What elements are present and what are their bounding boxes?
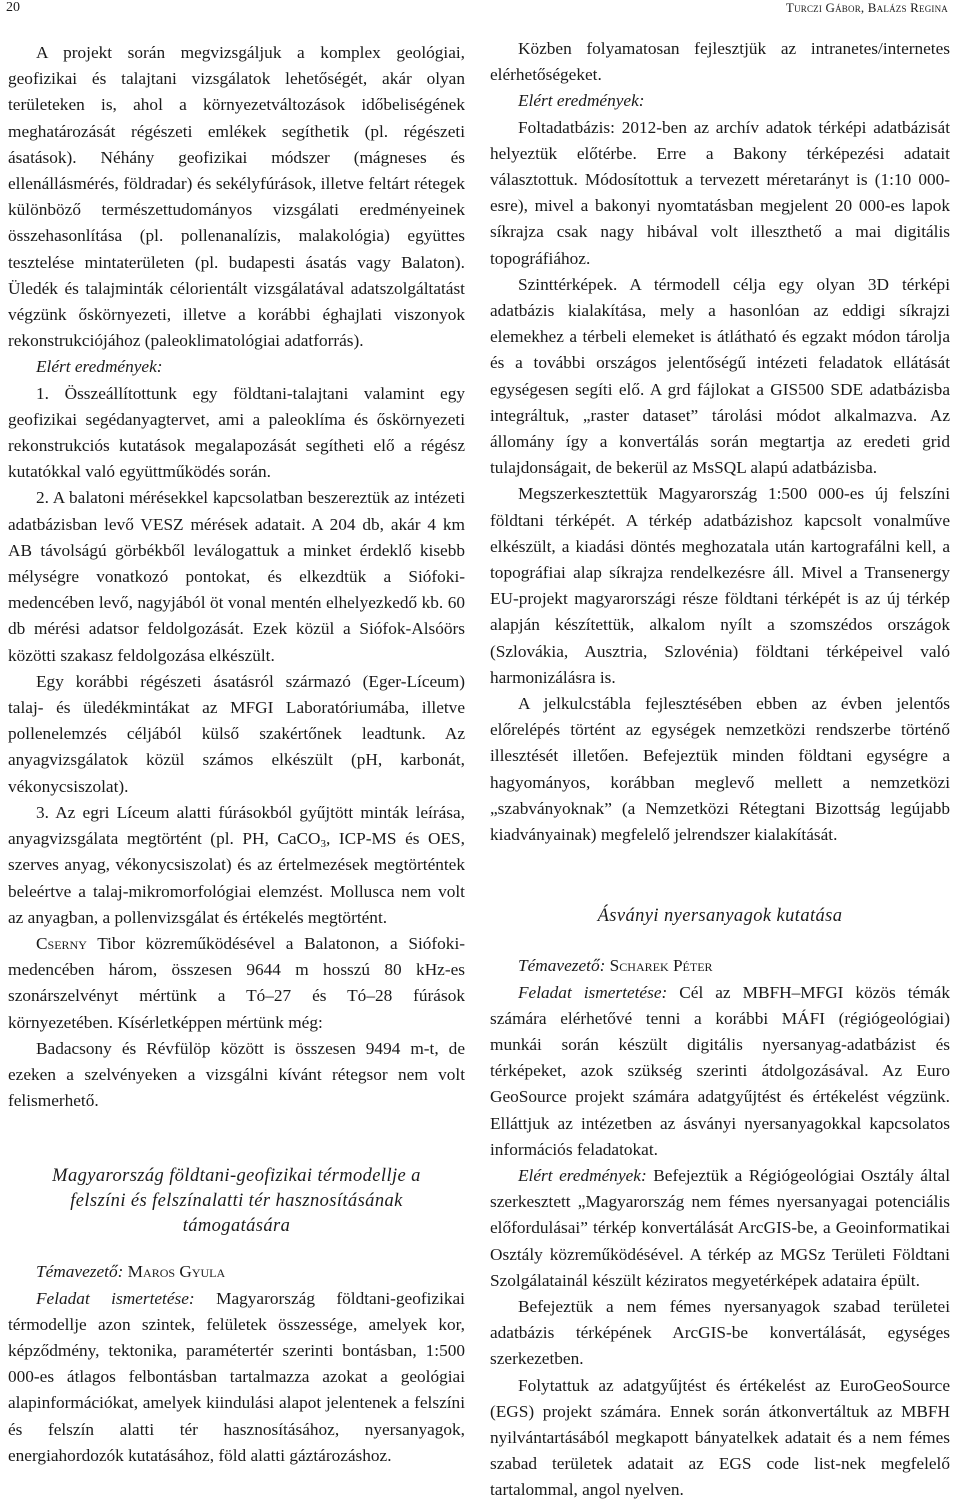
paragraph bbox=[8, 931, 465, 1036]
paragraph: 1. Összeállítottunk egy földtani-talajtani valamint egy geofizikai segédanyagtervet, ami a paleoklíma és őskörnyezeti rekonstrukciós kutatások megalapozását segítheti elő a régész kutatókkal való együttműködés során. bbox=[8, 383, 465, 482]
paragraph: Befejeztük a nem fémes nyersanyagok szabad területei adatbázis térképének ArcGIS-be konvertálását, egységes szerkezetben. bbox=[490, 1296, 950, 1369]
author-name: Cserny bbox=[36, 933, 87, 953]
paragraph: A projekt során megvizsgáljuk a komplex geológiai, geofizikai és talajtani vizsgálatok lehetőségét, akár olyan területeken is, ahol a környezetváltozások időbeliségének meghatározását régészeti emlékek segíthetik (pl. régészeti ásatások). Néhány geofizikai módszer (mágneses és ellenállásmérés, földradar) és sekélyfúrások, illetve feltárt rétegek különböző természettudományos vizsgálati eredményeinek összehasonlítása (pl. pollenanalízis, malakológia) együttes tesztelése mintaterületen (pl. budapesti ásatás vagy Balaton). Üledék és talajminták célorientált vizsgálatával adatszolgáltatást végzünk őskörnyezeti, illetve a korábbi éghajlati viszonyok rekonstrukciójához (paleoklimatológiai adatforrás). bbox=[8, 43, 465, 351]
supervisor-name: Maros Gyula bbox=[127, 1262, 226, 1282]
paragraph bbox=[8, 800, 465, 931]
results-label: Elért eredmények: bbox=[518, 91, 645, 111]
left-column bbox=[8, 40, 465, 1469]
right-column bbox=[490, 36, 950, 1504]
text-run: , ICP-MS és OES, szerves anyag, vékonycsiszolat) és az értelmezések megtörténtek beleértve a talaj-mikromorfológiai elemzést. Mollusca nem volt az anyagban, a pollenvizsgálat és értékelés megtörtént. bbox=[8, 829, 465, 927]
subscript: 3 bbox=[320, 838, 327, 851]
paragraph bbox=[490, 980, 950, 1163]
paragraph: Szinttérképek. A térmodell célja egy olyan 3D térképi adatbázis kialakítása, mely a hasonlóan az eddigi síkrajzi elemekhez a térbeli elemeket is átlátható és egzakt módon tárolja és a további országos jelentőségű intézeti feladatok ellátását egységesen segíti elő. A grd fájlokat a GIS500 SDE adatbázisba integráltuk, „raster dataset” tárolási módot alkalmazva. Az állomány így a konvertálás során megtartja az eredeti grid tulajdonságait, de bekerül az MsSQL alapú adatbázisba. bbox=[490, 274, 950, 478]
paragraph: Badacsony és Révfülöp között is összesen 9494 m-t, de ezeken a szelvényeken a vizsgálni kívánt rétegsor nem volt felismerhető. bbox=[8, 1038, 465, 1111]
supervisor-line bbox=[8, 1259, 465, 1285]
section-title bbox=[8, 1164, 465, 1239]
text-run: Tibor közreműködésével a Balatonon, a Siófoki-medencében három, összesen 9644 m hosszú 80 kHz-es szonárszelvényt mértünk a Tó–27 és Tó–28 fúrások környezetében. Kísérletképpen mértünk még: bbox=[8, 933, 465, 1032]
text-run: Befejeztük a Régiógeológiai Osztály által szerkesztett „Magyarország nem fémes nyersanyagai potenciális előfordulásai” térkép konvertálását ArcGIS-be, a Geoinformatikai Osztály közreműködésével. A térkép az MGSz Területi Földtani Szolgálatainál készült kéziratos megyetérképek adataira épült. bbox=[490, 1165, 950, 1290]
text-run: 3. Az egri Líceum alatti fúrásokból gyűjtött minták leírása, anyagvizsgálata megtörtént (pl. PH, CaCO bbox=[8, 802, 465, 849]
section-title-line: Magyarország földtani-geofizikai térmodellje a bbox=[52, 1166, 421, 1187]
text-run: Magyarország földtani-geofizikai térmodellje azon szintek, felületek összessége, amelyek kor, képződmény, tektonika, paramétertér szerinti bontásban, 1:500 000-es átlagos felbontásban tartalmazza azokat a geológiai alapinformációkat, amelyek kiindulási alapot jelentenek a felszíni és felszín alatti tér hasznosításához, nyersanyagok, energiahordozók kutatásához, föld alatti gáztározáshoz. bbox=[8, 1288, 465, 1465]
paragraph: Közben folyamatosan fejlesztjük az intranetes/internetes elérhetőségeket. bbox=[490, 39, 950, 85]
section-title-line: felszíni és felszínalatti tér hasznosításának bbox=[70, 1191, 403, 1212]
supervisor-line bbox=[490, 953, 950, 979]
section-title: Ásványi nyersanyagok kutatása bbox=[597, 906, 843, 927]
paragraph bbox=[8, 1286, 465, 1469]
paragraph: Folytattuk az adatgyűjtést és értékelést az EuroGeoSource (EGS) projekt számára. Ennek során átkonvertáltuk az MBFH nyilvántartásából megkapott bányatelkek adatait és a nem fémes szabad területek adatait az EGS code list-nek megfelelő tartalommal, angol nyelven. bbox=[490, 1375, 950, 1500]
paragraph bbox=[490, 1163, 950, 1294]
paragraph: 2. A balatoni mérésekkel kapcsolatban beszereztük az intézeti adatbázisban levő VESZ mérések adatait. A 204 db, akár 4 km AB távolságú görbékből leválogattuk a minket érdeklő kisebb mélységre vonatkozó pontokat, és elkezdtük a Siófoki-medencében levő, nagyjából öt vonal mentén elhelyezkedő kb. 60 db mérési adatsor feldolgozását. Ezek közül a Siófok-Alsóörs közötti szakasz feldolgozása elkészült. bbox=[8, 488, 465, 665]
paragraph: Foltadatbázis: 2012-ben az archív adatok térképi adatbázisát helyeztük előtérbe. Erre a Bakony térképezési adatait választottuk. Módosítottuk a tervezett méretarányt is (1:10 000-esre), mivel a bakonyi nyomtatásban megjelent 20 000-es lapok síkrajza csak nagy hibával volt illeszthető a mai digitális topográfiához. bbox=[490, 117, 950, 268]
paragraph: A jelkulcstábla fejlesztésében ebben az évben jelentős előrelépés történt az egységek nemzetközi rendszerbe történő illesztését illetően. Befejeztük minden földtani egységre a hagyományos, korábban meglevő mellett a nemzetközi „szabványoknak” (a Nemzetközi Rétegtani Bizottság legújabb kiadványainak) megfelelő jelrendszer kialakítását. bbox=[490, 694, 950, 845]
running-head: Turczi Gábor, Balázs Regina bbox=[785, 0, 948, 15]
text-run: Cél az MBFH–MFGI közös témák számára elérhetővé tenni a korábbi MÁFI (régiógeológiai) munkái során készült digitális nyersanyag-adatbázist és térképeket, azok szükség szerinti átdolgozásával. Az Euro GeoSource projekt számára adatgyűjtést és értékelést végzünk. Elláttjuk az intézetben az ásványi nyersanyagokkal kapcsolatos információs feladatokat. bbox=[490, 982, 950, 1159]
task-label: Feladat ismertetése: bbox=[36, 1288, 195, 1308]
results-label: Elért eredmények: bbox=[518, 1165, 647, 1185]
task-label: Feladat ismertetése: bbox=[518, 982, 668, 1002]
results-label: Elért eredmények: bbox=[36, 357, 163, 377]
supervisor-label: Témavezető: bbox=[518, 956, 606, 976]
supervisor-label: Témavezető: bbox=[36, 1262, 124, 1282]
paragraph: Egy korábbi régészeti ásatásról származó (Eger-Líceum) talaj- és üledékmintákat az MFGI Laboratóriumába, illetve pollenelemzés céljából külső szakértőnek leadtunk. Az anyagvizsgálatok közül számos elkészült (pH, karbonát, vékonycsiszolat). bbox=[8, 671, 465, 796]
section-title-line: támogatására bbox=[182, 1216, 291, 1237]
paragraph: Megszerkesztettük Magyarország 1:500 000-es új felszíni földtani térképét. A térkép adatbázishoz kapcsolt vonalműve elkészült, a kiadási döntés meghozatala után kartografálni kell, a topográfiai alap síkrajza rendelkezésre áll. Mivel a Transenergy EU-projekt magyarországi része földtani térképét is az új térkép alapján készítettük, alkalom nyílt a szomszédos országok (Szlovákia, Ausztria, Szlovénia) földtani térképeivel való harmonizálásra is. bbox=[490, 484, 950, 687]
supervisor-name: Scharek Péter bbox=[609, 956, 713, 976]
page-number: 20 bbox=[6, 0, 20, 15]
